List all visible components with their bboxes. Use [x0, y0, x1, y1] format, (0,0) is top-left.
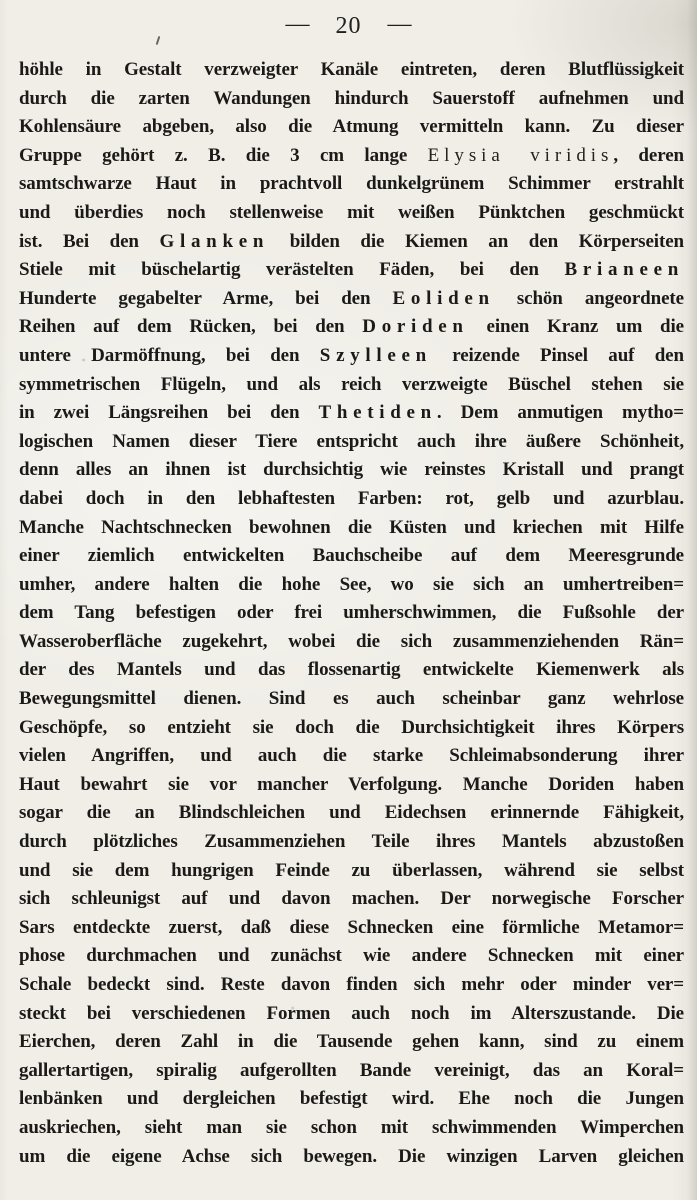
text-line — [19, 771, 684, 800]
text-segment: denn alles an ihnen ist durchsichtig wie reinstes Kristall und prangt — [19, 459, 684, 481]
letterspaced-taxon: Thetiden — [318, 402, 437, 424]
text-segment: sogar die an Blindschleichen und Eidechsen erinnernde Fähigkeit, — [19, 802, 684, 824]
text-segment: schön angeordnete — [494, 287, 684, 309]
text-segment: . Dem anmutigen mytho= — [436, 402, 684, 424]
text-line — [19, 170, 684, 199]
text-segment: Haut bewahrt sie vor mancher Verfolgung. Manche Doriden haben — [19, 773, 684, 795]
text-segment: um die eigene Achse sich bewegen. Die winzigen Larven gleichen — [19, 1145, 684, 1167]
text-line — [19, 1085, 684, 1114]
text-line — [19, 142, 684, 171]
text-segment: Gruppe gehört z. B. die 3 cm lange — [19, 144, 428, 166]
text-segment: auskriechen, sieht man sie schon mit schwimmenden Wimperchen — [19, 1116, 684, 1138]
text-segment: Reihen auf dem Rücken, bei den — [19, 316, 363, 338]
text-segment: samtschwarze Haut in prachtvoll dunkelgrünem Schimmer erstrahlt — [19, 173, 684, 195]
text-line — [19, 1143, 684, 1172]
text-line — [19, 742, 684, 771]
letterspaced-taxon: Glanken — [159, 230, 270, 252]
text-segment: Bewegungsmittel dienen. Sind es auch scheinbar ganz wehrlose — [19, 688, 684, 710]
text-line — [19, 256, 684, 285]
text-segment: höhle in Gestalt verzweigter Kanäle eintreten, deren Blutflüssigkeit — [19, 59, 684, 80]
page-header — [0, 0, 697, 40]
text-line — [19, 199, 684, 228]
text-line — [19, 428, 684, 457]
text-line — [19, 799, 684, 828]
text-segment: , deren — [613, 144, 685, 166]
text-line — [19, 456, 684, 485]
text-segment: phose durchmachen und zunächst wie andere Schnecken mit einer — [19, 945, 684, 967]
text-segment: Eierchen, deren Zahl in die Tausende gehen kann, sind zu einem — [19, 1031, 684, 1053]
text-line — [19, 971, 684, 1000]
text-segment: durch die zarten Wandungen hindurch Sauerstoff aufnehmen und — [19, 87, 684, 109]
text-segment: dabei doch in den lebhaftesten Farben: rot, gelb und azurblau. — [19, 487, 684, 509]
text-line — [19, 571, 684, 600]
header-dash-left: — — [285, 11, 310, 37]
text-line — [19, 1000, 684, 1029]
text-segment: vielen Angriffen, und auch die starke Schleimabsonderung ihrer — [19, 745, 684, 767]
text-segment: einen Kranz um die — [468, 316, 684, 338]
text-segment: symmetrischen Flügeln, und als reich verzweigte Büschel stehen sie — [19, 373, 684, 395]
text-segment: bilden die Kiemen an den Körperseiten — [269, 230, 685, 252]
text-segment: Manche Nachtschnecken bewohnen die Küsten und kriechen mit Hilfe — [19, 516, 684, 538]
text-line — [19, 1114, 684, 1143]
text-line — [19, 113, 684, 142]
text-segment: Geschöpfe, so entzieht sie doch die Durchsichtigkeit ihres Körpers — [19, 716, 684, 738]
text-line — [19, 371, 684, 400]
text-line — [19, 1028, 684, 1057]
text-segment: der des Mantels und das flossenartig entwickelte Kiemenwerk als — [19, 659, 684, 681]
text-line — [19, 56, 684, 85]
letterspaced-taxon: Doriden — [362, 316, 469, 338]
letterspaced-taxon: Szylleen — [319, 344, 432, 366]
text-segment: logischen Namen dieser Tiere entspricht auch ihre äußere Schönheit, — [19, 430, 684, 452]
text-segment: steckt bei verschiedenen Formen auch noch im Alterszustande. Die — [19, 1002, 684, 1024]
text-segment: dem Tang befestigen oder frei umherschwimmen, die Fußsohle der — [19, 602, 684, 624]
text-line — [19, 313, 684, 342]
text-segment: umher, andere halten die hohe See, wo sie sich an umhertreiben= — [19, 573, 684, 595]
text-segment: Wasseroberfläche zugekehrt, wobei die sich zusammenziehenden Rän= — [19, 630, 684, 652]
species-name: Elysia viridis — [427, 144, 614, 166]
text-segment: durch plötzliches Zusammenziehen Teile ihres Mantels abzustoßen — [19, 831, 684, 853]
header-dash-right: — — [387, 11, 412, 37]
text-line — [19, 828, 684, 857]
text-line — [19, 685, 684, 714]
text-segment: Schale bedeckt sind. Reste davon finden sich mehr oder minder ver= — [19, 974, 684, 995]
text-line — [19, 942, 684, 971]
text-line — [19, 342, 684, 371]
text-segment: untere Darmöffnung, bei den — [19, 344, 320, 366]
text-line — [19, 85, 684, 114]
text-line — [19, 857, 684, 886]
text-segment: und sie dem hungrigen Feinde zu überlassen, während sie selbst — [19, 859, 684, 881]
text-segment: Hunderte gegabelter Arme, bei den — [19, 287, 393, 309]
text-line — [19, 656, 684, 685]
letterspaced-taxon: Eoliden — [392, 287, 495, 309]
letterspaced-taxon: Brianeen — [564, 259, 684, 281]
text-line — [19, 599, 684, 628]
text-segment: sich schleunigst auf und davon machen. Der norwegische Forscher — [19, 888, 684, 910]
text-block — [0, 56, 697, 1171]
text-line — [19, 542, 684, 571]
text-line — [19, 914, 684, 943]
text-segment: gallertartigen, spiralig aufgerollten Bande vereinigt, das an Koral= — [19, 1059, 684, 1081]
text-segment: Stiele mit büschelartig verästelten Fäden, bei den — [19, 259, 565, 281]
text-line — [19, 228, 684, 257]
text-segment: und überdies noch stellenweise mit weißen Pünktchen geschmückt — [19, 201, 684, 223]
text-segment: einer ziemlich entwickelten Bauchscheibe auf dem Meeresgrunde — [19, 545, 684, 567]
text-line — [19, 1057, 684, 1086]
text-segment: Sars entdeckte zuerst, daß diese Schnecken eine förmliche Metamor= — [19, 916, 684, 938]
text-segment: reizende Pinsel auf den — [431, 344, 684, 366]
text-line — [19, 885, 684, 914]
text-segment: Kohlensäure abgeben, also die Atmung vermitteln kann. Zu dieser — [19, 116, 684, 138]
text-line — [19, 514, 684, 543]
text-segment: ist. Bei den — [19, 230, 160, 252]
page-number: 20 — [335, 13, 362, 39]
text-line — [19, 399, 684, 428]
text-segment: in zwei Längsreihen bei den — [19, 402, 319, 424]
text-line — [19, 628, 684, 657]
text-segment: lenbänken und dergleichen befestigt wird. Ehe noch die Jungen — [19, 1088, 684, 1110]
text-line — [19, 714, 684, 743]
text-line — [19, 485, 684, 514]
text-line — [19, 285, 684, 314]
